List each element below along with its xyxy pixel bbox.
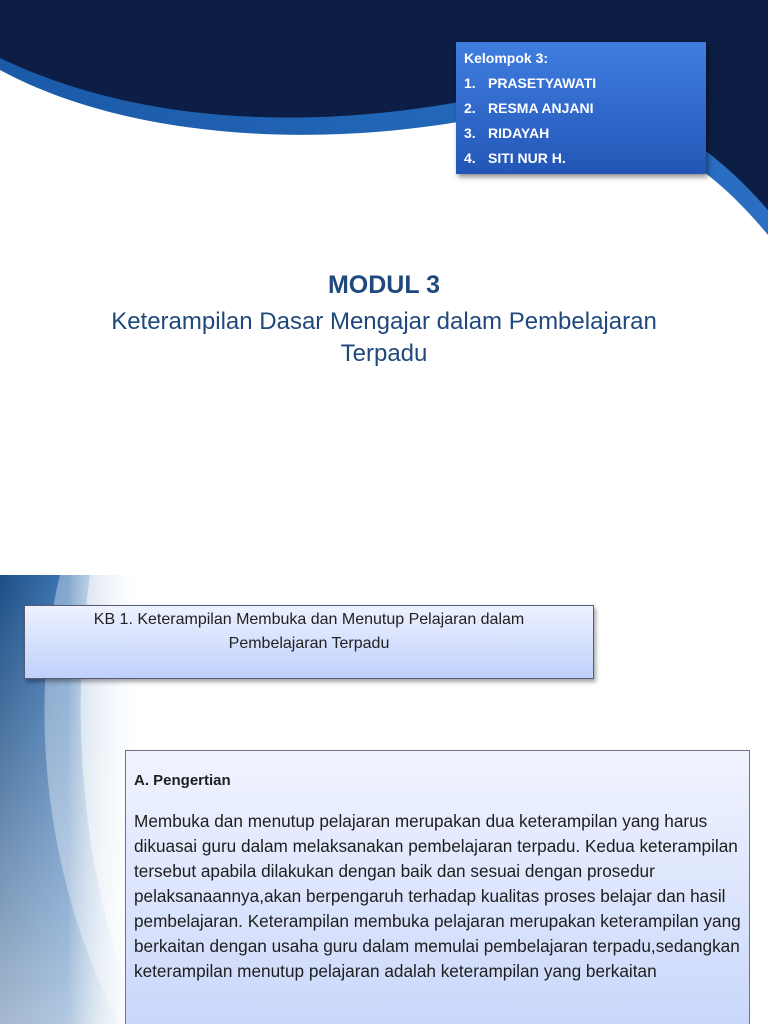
definition-paragraph: Membuka dan menutup pelajaran merupakan dua keterampilan yang harus dikuasai guru dalam melaksanakan pembelajaran terpadu. Kedua keterampilan tersebut apabila dilakukan dengan baik dan sesuai dengan prosedur pelaksanaannya,akan berpengaruh terhadap kualitas proses belajar dan hasil pembelajaran. Keterampilan membuka pelajaran merupakan keterampilan yang berkaitan dengan usaha guru dalam memulai pembelajaran terpadu,sedangkan keterampilan menutup pelajaran adalah keterampilan yang berkaitan: [134, 811, 741, 981]
group-title: Kelompok 3:: [464, 50, 549, 66]
group-members-box: [456, 42, 706, 174]
list-item: 1. PRASETYAWATI: [464, 75, 597, 91]
modul-subtitle: [60, 306, 708, 370]
list-item: 2. RESMA ANJANI: [464, 100, 594, 116]
modul-title: MODUL 3: [327, 271, 441, 299]
subtitle-line: Terpadu: [340, 340, 428, 367]
list-item: 4. SITI NUR H.: [464, 150, 566, 166]
definition-box: [125, 750, 750, 1024]
kb-heading-line: Pembelajaran Terpadu: [228, 635, 390, 652]
list-item: 3. RIDAYAH: [464, 125, 550, 141]
subtitle-line: Keterampilan Dasar Mengajar dalam Pembelajaran: [111, 308, 657, 335]
group-member-list: [464, 71, 698, 171]
kb-heading-box: [24, 605, 594, 679]
content-slide: [0, 575, 768, 1024]
kb-heading-line: KB 1. Keterampilan Membuka dan Menutup Pelajaran dalam: [93, 611, 525, 628]
section-heading: A. Pengertian: [134, 772, 231, 789]
